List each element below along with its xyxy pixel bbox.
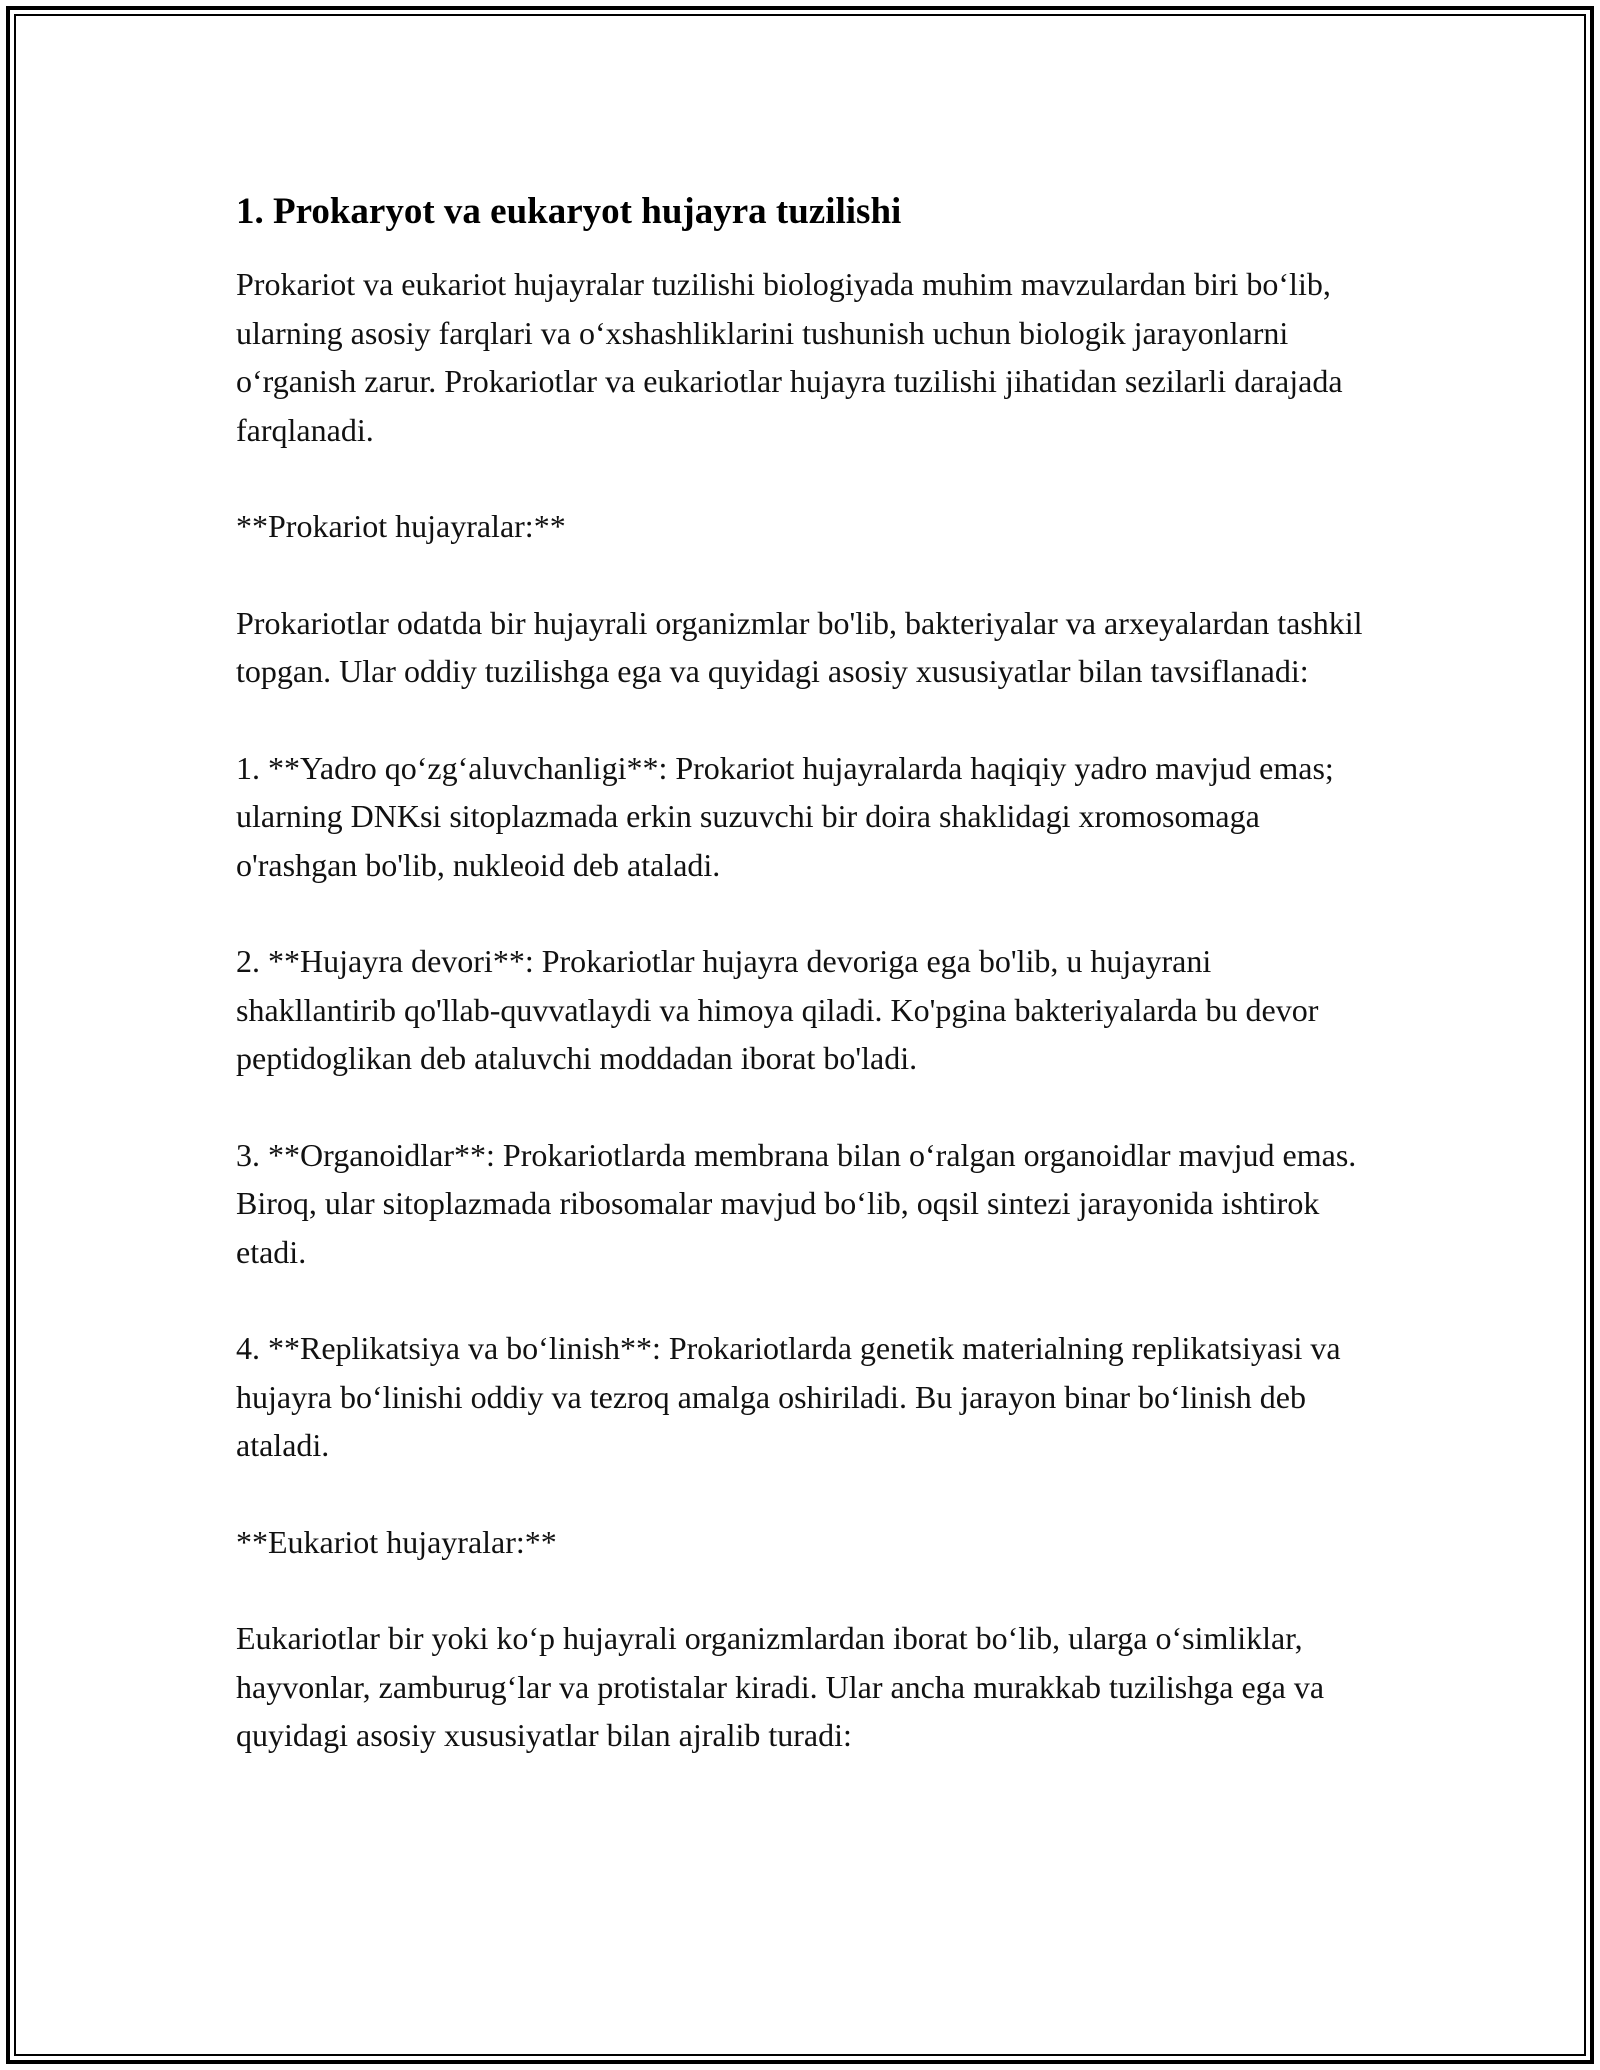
list-item-nucleus: 1. **Yadro qo‘zg‘aluvchanligi**: Prokariot hujayralarda haqiqiy yadro mavjud emas; ularning DNKsi sitoplazmada erkin suzuvchi bir doira shaklidagi xromosomaga o'rashgan bo'lib, nukleoid deb ataladi. bbox=[236, 749, 1334, 883]
list-item-replication: 4. **Replikatsiya va bo‘linish**: Prokariotlarda genetik materialning replikatsiyasi va hujayra bo‘linishi oddiy va tezroq amalga oshiriladi. Bu jarayon binar bo‘linish deb ataladi. bbox=[236, 1330, 1341, 1463]
list-item-cell-wall: 2. **Hujayra devori**: Prokariotlar hujayra devoriga ega bo'lib, u hujayrani shakllantirib qo'llab-quvvatlaydi va himoya qiladi. Ko'pgina bakteriyalarda bu devor peptidoglikan deb ataluvchi moddadan iborat bo'ladi. bbox=[236, 943, 1319, 1076]
list-item-organelles: 3. **Organoidlar**: Prokariotlarda membrana bilan o‘ralgan organoidlar mavjud emas. Biroq, ular sitoplazmada ribosomalar mavjud bo‘lib, oqsil sintezi jarayonida ishtirok etadi. bbox=[236, 1136, 1357, 1270]
document-body bbox=[236, 186, 1366, 1808]
prokaryote-intro-paragraph: Prokariotlar odatda bir hujayrali organizmlar bo'lib, bakteriyalar va arxeyalardan tashkil topgan. Ular oddiy tuzilishga ega va quyidagi asosiy xususiyatlar bilan tavsiflanadi: bbox=[236, 604, 1363, 689]
intro-paragraph: Prokariot va eukariot hujayralar tuzilishi biologiyada muhim mavzulardan biri bo‘lib, ularning asosiy farqlari va o‘xshashliklarini tushunish uchun biologik jarayonlarni o‘rganish zarur. Prokariotlar va eukariotlar hujayra tuzilishi jihatidan sezilarli darajada farqlanadi. bbox=[236, 266, 1343, 448]
eukaryote-intro-paragraph: Eukariotlar bir yoki ko‘p hujayrali organizmlardan iborat bo‘lib, ularga o‘simliklar, hayvonlar, zamburug‘lar va protistalar kiradi. Ular ancha murakkab tuzilishga ega va quyidagi asosiy xususiyatlar bilan ajralib turadi: bbox=[236, 1620, 1325, 1753]
eukaryote-heading: **Eukariot hujayralar:** bbox=[236, 1523, 557, 1560]
document-title: 1. Prokaryot va eukaryot hujayra tuzilishi bbox=[236, 191, 902, 232]
prokaryote-heading: **Prokariot hujayralar:** bbox=[236, 508, 566, 544]
